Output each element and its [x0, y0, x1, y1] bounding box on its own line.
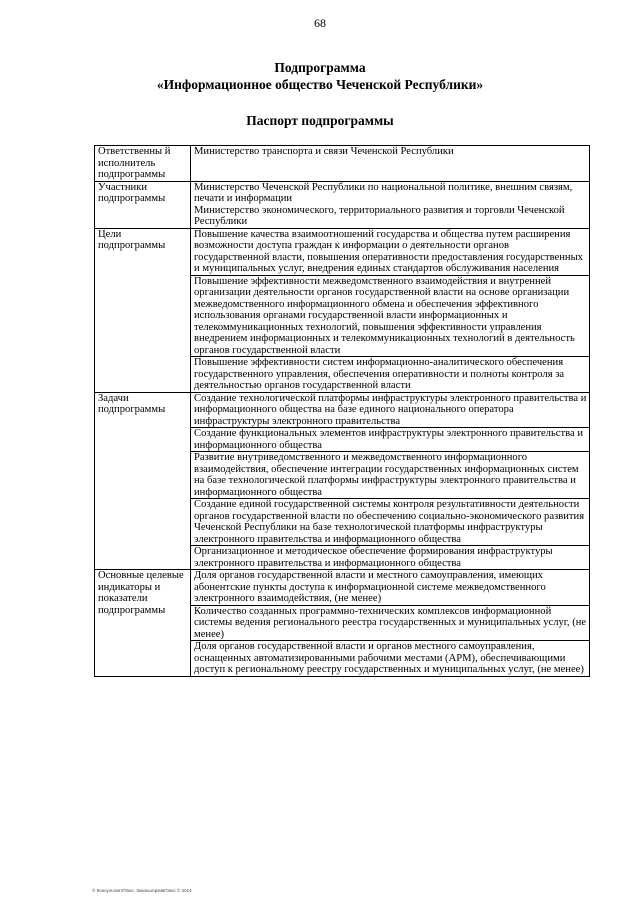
value-participants	[191, 181, 590, 228]
task-item-2: Создание функциональных элементов инфраструктуры электронного правительства и информационного общества	[191, 428, 590, 452]
label-goals: Цели подпрограммы	[95, 228, 191, 392]
table-row-task-1	[95, 392, 590, 428]
title-line-2: «Информационное общество Чеченской Республики»	[156, 77, 484, 92]
task-item-3: Развитие внутриведомственного и межведомственного информационного взаимодействия, обеспечение интеграции государственных информационных систем на базе технологической платформы инфраструктуры электронного правительства и информационного общества	[191, 452, 590, 499]
indicator-item-3: Доля органов государственной власти и органов местного самоуправления, оснащенных автоматизированными рабочими местами (АРМ), обеспечивающими доступ к региональному реестру государственных и муниципальных услуг, (не менее)	[191, 641, 590, 677]
participant-1: Министерство Чеченской Республики по национальной политике, внешним связям, печати и информации	[194, 181, 573, 204]
table-row-goal-1	[95, 228, 590, 275]
table-row-participants	[95, 181, 590, 228]
task-item-1: Создание технологической платформы инфраструктуры электронного правительства и информационного общества на базе единого национального оператора инфраструктуры электронного правительства	[191, 392, 590, 428]
label-indicators: Основные целевые индикаторы и показатели подпрограммы	[95, 570, 191, 677]
task-item-5: Организационное и методическое обеспечение формирования инфраструктуры электронного правительства и информационного общества	[191, 546, 590, 570]
label-participants: Участники подпрограммы	[95, 181, 191, 228]
indicator-item-1: Доля органов государственной власти и местного самоуправления, имеющих абонентские пункты доступа к информационной системе межведомственного электронного взаимодействия, (не менее)	[191, 570, 590, 606]
goal-item-2: Повышение эффективности межведомственного взаимодействия и внутренней организации деятельности органов государственной власти на основе организации межведомственного информационного обмена и обеспечения эффективного использования органами государственной власти информационных и телекоммуникационных технологий, повышения эффективности управления внедрением информационных и телекоммуникационных технологий в деятельность органов государственной власти	[191, 275, 590, 357]
goal-item-3: Повышение эффективности систем информационно-аналитического обеспечения государственного управления, обеспечения оперативности и полноты контроля за деятельностью органов государственной власти	[191, 357, 590, 393]
passport-heading: Паспорт подпрограммы	[246, 113, 394, 128]
task-item-4: Создание единой государственной системы контроля результативности деятельности органов государственной власти по обеспечению социально-экономического развития Чеченской Республики на базе технологической платформы инфраструктуры электронного правительства и информационного общества	[191, 499, 590, 546]
participant-2: Министерство экономического, территориального развития и торговли Чеченской Республики	[194, 204, 565, 227]
footer-note: © КонсультантПлюс, ЗаконыАрхивПлюс © 2014	[92, 888, 192, 893]
label-tasks: Задачи подпрограммы	[95, 392, 191, 570]
title-line-1: Подпрограмма	[274, 60, 366, 75]
goal-item-1: Повышение качества взаимоотношений государства и общества путем расширения возможности доступа граждан к информации о деятельности органов государственной власти, повышения оперативности предоставления государственных и муниципальных услуг, внедрения единых стандартов обслуживания населения	[191, 228, 590, 275]
value-responsible: Министерство транспорта и связи Чеченской Республики	[191, 146, 590, 182]
page-number: 68	[314, 16, 326, 30]
table-row-indicator-1	[95, 570, 590, 606]
label-responsible: Ответственны й исполнитель подпрограммы	[95, 146, 191, 182]
subprogram-title	[0, 59, 640, 93]
indicator-item-2: Количество созданных программно-технических комплексов информационной системы ведения регионального реестра государственных и муниципальных услуг, (не менее)	[191, 605, 590, 641]
table-row-responsible	[95, 146, 590, 182]
passport-table	[94, 145, 590, 677]
